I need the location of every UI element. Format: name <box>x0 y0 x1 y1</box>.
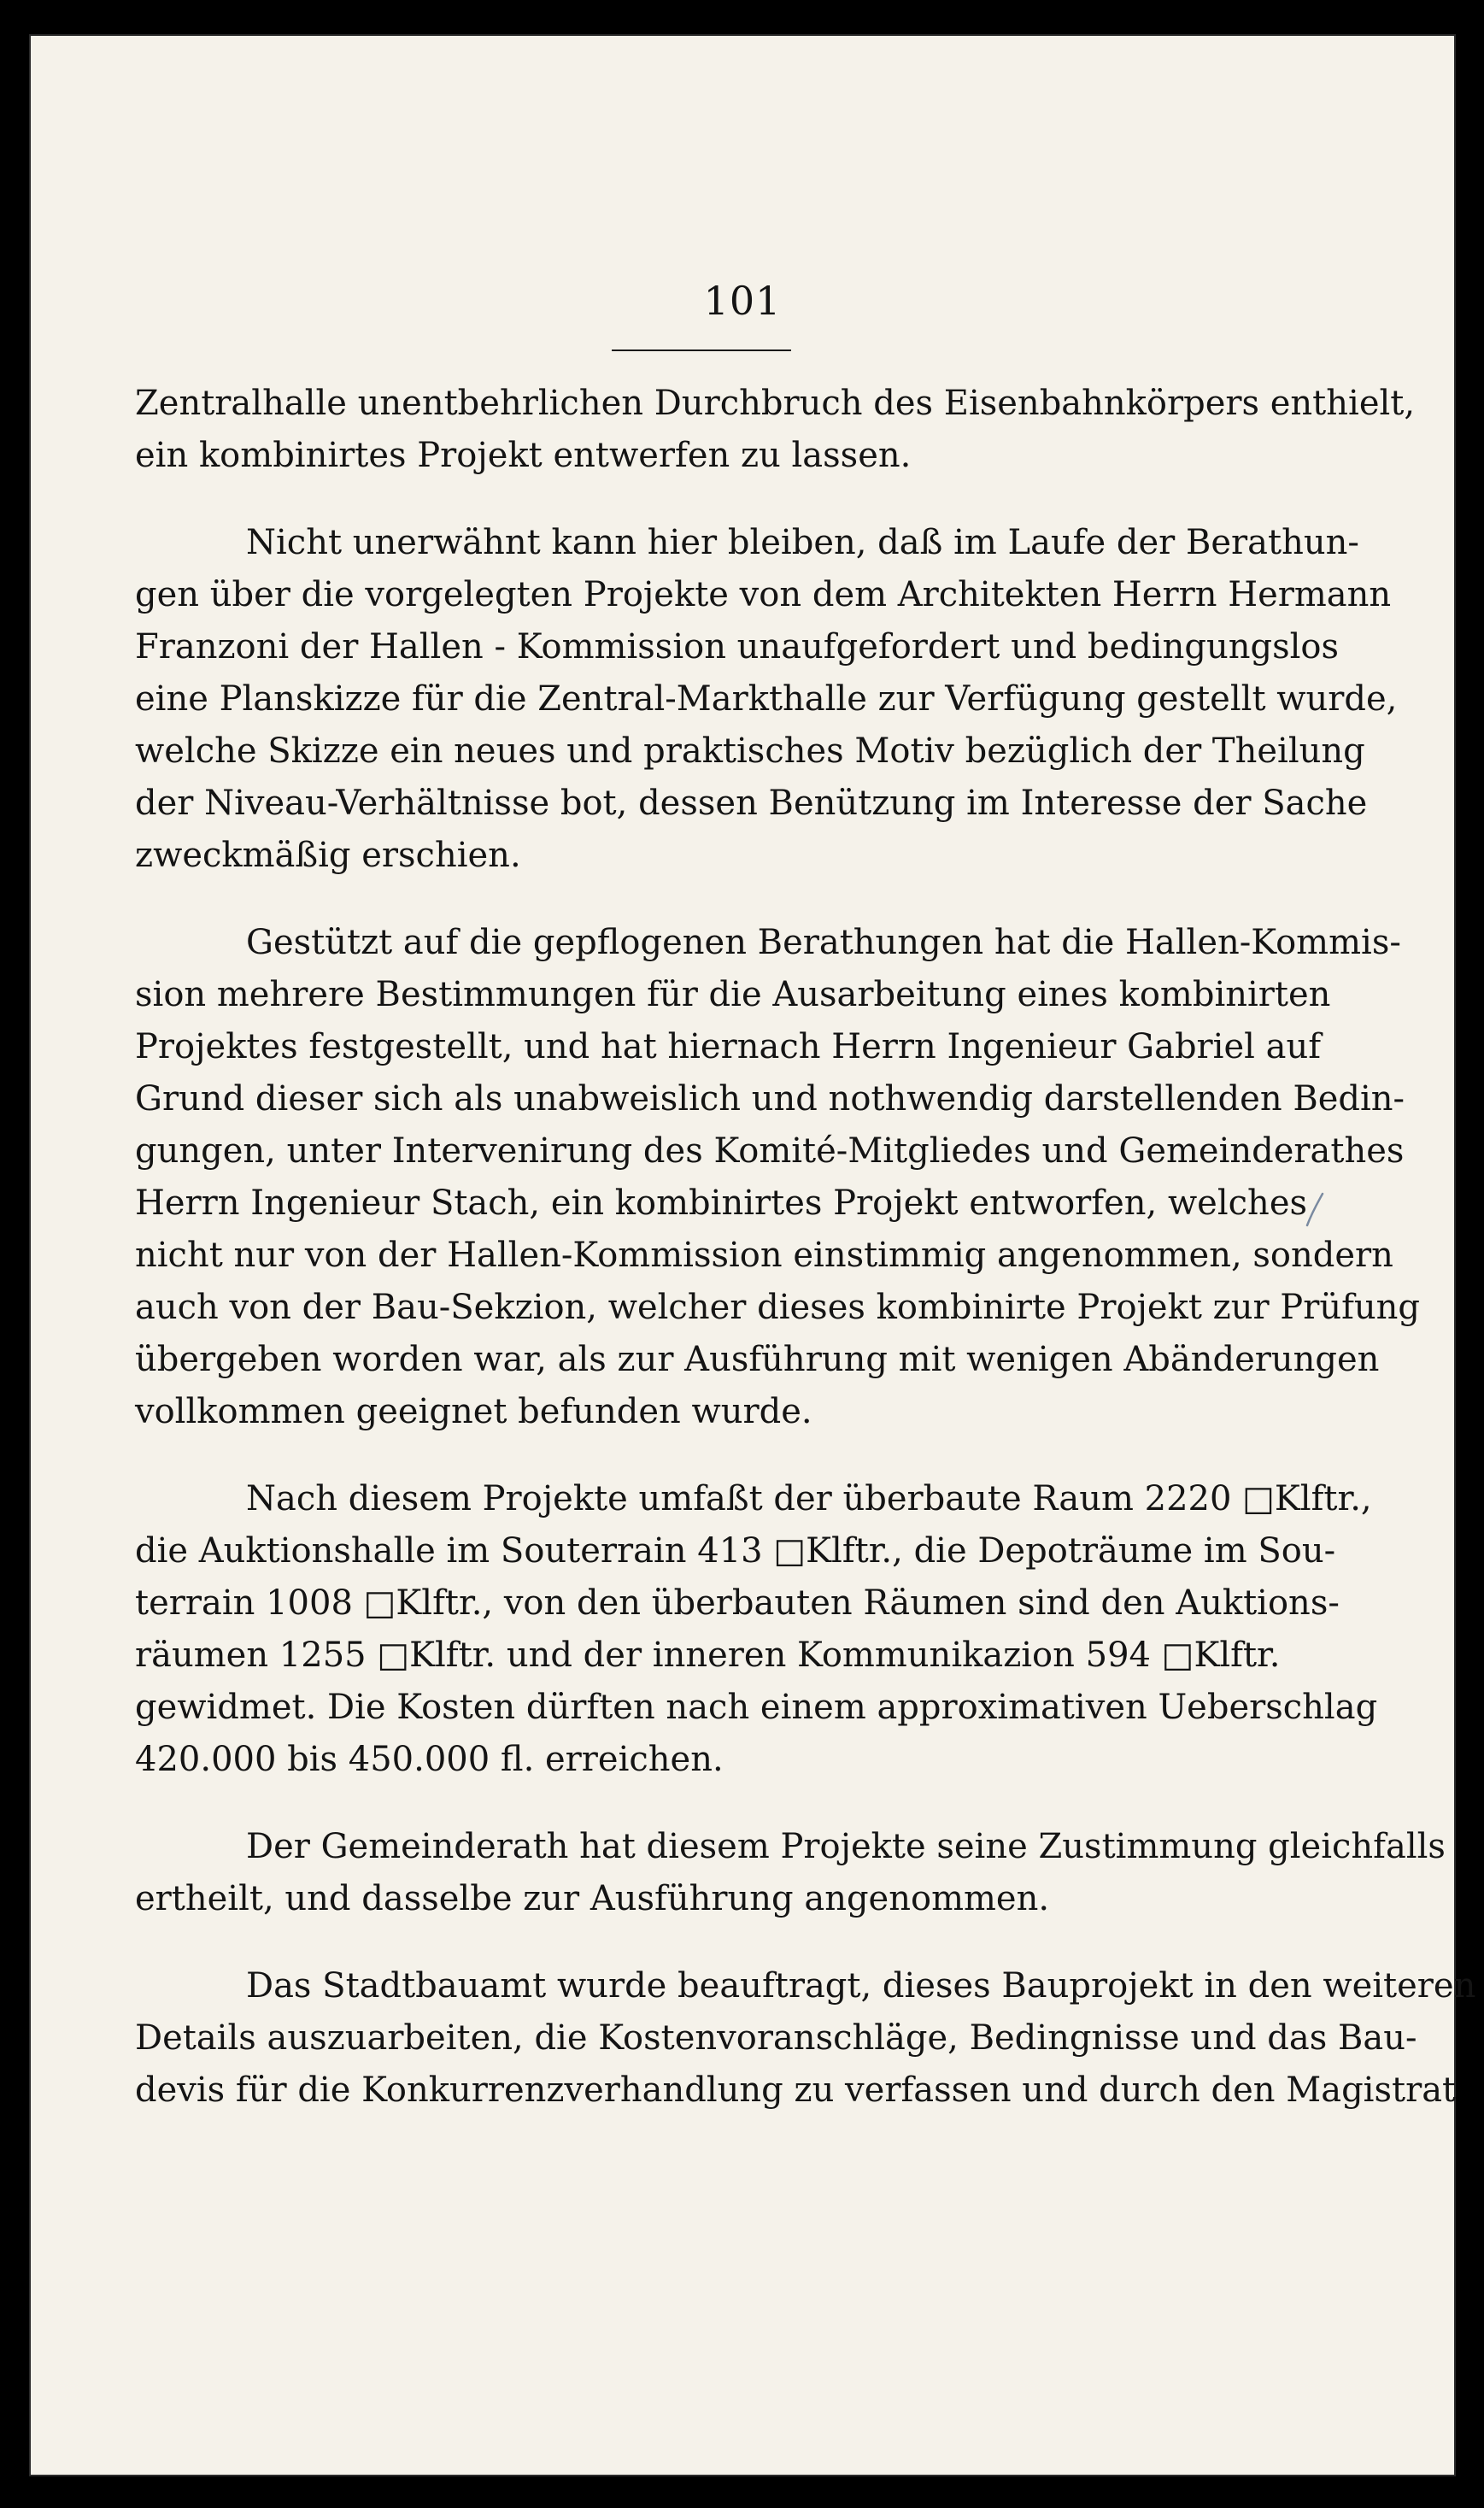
text-line: gen über die vorgelegten Projekte von dem Architekten Herrn Hermann <box>135 575 1392 614</box>
text-line: zweckmäßig erschien. <box>135 836 521 875</box>
margin-pencil-mark <box>1304 1191 1326 1229</box>
text-line: terrain 1008 □Klftr., von den überbauten Räumen sind den Auktions- <box>135 1583 1340 1623</box>
text-line: Nach diesem Projekte umfaßt der überbaute Raum 2220 □Klftr., <box>246 1479 1372 1518</box>
text-line: Nicht unerwähnt kann hier bleiben, daß im Laufe der Berathun- <box>246 523 1359 562</box>
text-line: Gestützt auf die gepflogenen Berathungen hat die Hallen-Kommis- <box>246 923 1401 962</box>
text-line: devis für die Konkurrenzverhandlung zu verfassen und durch den Magistrat <box>135 2070 1457 2110</box>
paragraph <box>135 1960 1476 2117</box>
paragraph <box>135 378 1416 482</box>
text-line: sion mehrere Bestimmungen für die Ausarbeitung eines kombinirten <box>135 975 1331 1014</box>
text-line: Das Stadtbauamt wurde beauftragt, dieses Bauprojekt in den weiteren <box>246 1966 1476 2006</box>
page-number: 101 <box>703 278 782 324</box>
text-line: welche Skizze ein neues und praktisches Motiv bezüglich der Theilung <box>135 731 1365 771</box>
text-line: Grund dieser sich als unabweislich und nothwendig darstellenden Bedin- <box>135 1079 1405 1119</box>
text-line: gewidmet. Die Kosten dürften nach einem approximativen Ueberschlag <box>135 1688 1378 1727</box>
book-page <box>29 34 1476 2476</box>
text-line: ein kombinirtes Projekt entwerfen zu lassen. <box>135 436 912 475</box>
body-text <box>135 378 1476 2152</box>
page-number-rule <box>612 349 791 351</box>
text-line: übergeben worden war, als zur Ausführung mit wenigen Abänderungen <box>135 1340 1380 1379</box>
paragraph <box>135 1821 1446 1925</box>
text-line: eine Planskizze für die Zentral-Markthalle zur Verfügung gestellt wurde, <box>135 679 1398 719</box>
paragraph <box>135 1473 1378 1786</box>
text-line: Franzoni der Hallen - Kommission unaufgefordert und bedingungslos <box>135 627 1340 667</box>
text-line: Der Gemeinderath hat diesem Projekte seine Zustimmung gleichfalls <box>246 1827 1446 1866</box>
text-line: der Niveau-Verhältnisse bot, dessen Benützung im Interesse der Sache <box>135 784 1368 823</box>
text-line: Details auszuarbeiten, die Kostenvoranschläge, Bedingnisse und das Bau- <box>135 2018 1417 2058</box>
text-line: die Auktionshalle im Souterrain 413 □Klftr., die Depoträume im Sou- <box>135 1531 1336 1571</box>
text-line: gungen, unter Intervenirung des Komité-Mitgliedes und Gemeinderathes <box>135 1131 1405 1171</box>
text-line: 420.000 bis 450.000 fl. erreichen. <box>135 1740 724 1779</box>
paragraph <box>135 917 1421 1438</box>
text-line: Herrn Ingenieur Stach, ein kombinirtes Projekt entworfen, welches <box>135 1184 1308 1223</box>
text-line: räumen 1255 □Klftr. und der inneren Kommunikazion 594 □Klftr. <box>135 1636 1281 1675</box>
text-line: Projektes festgestellt, und hat hiernach Herrn Ingenieur Gabriel auf <box>135 1027 1322 1066</box>
text-line: ertheilt, und dasselbe zur Ausführung angenommen. <box>135 1879 1050 1918</box>
text-line: auch von der Bau-Sekzion, welcher dieses kombinirte Projekt zur Prüfung <box>135 1288 1421 1327</box>
text-line: Zentralhalle unentbehrlichen Durchbruch des Eisenbahnkörpers enthielt, <box>135 384 1416 423</box>
text-line: nicht nur von der Hallen-Kommission einstimmig angenommen, sondern <box>135 1236 1393 1275</box>
paragraph <box>135 517 1398 882</box>
text-line: vollkommen geeignet befunden wurde. <box>135 1392 812 1431</box>
